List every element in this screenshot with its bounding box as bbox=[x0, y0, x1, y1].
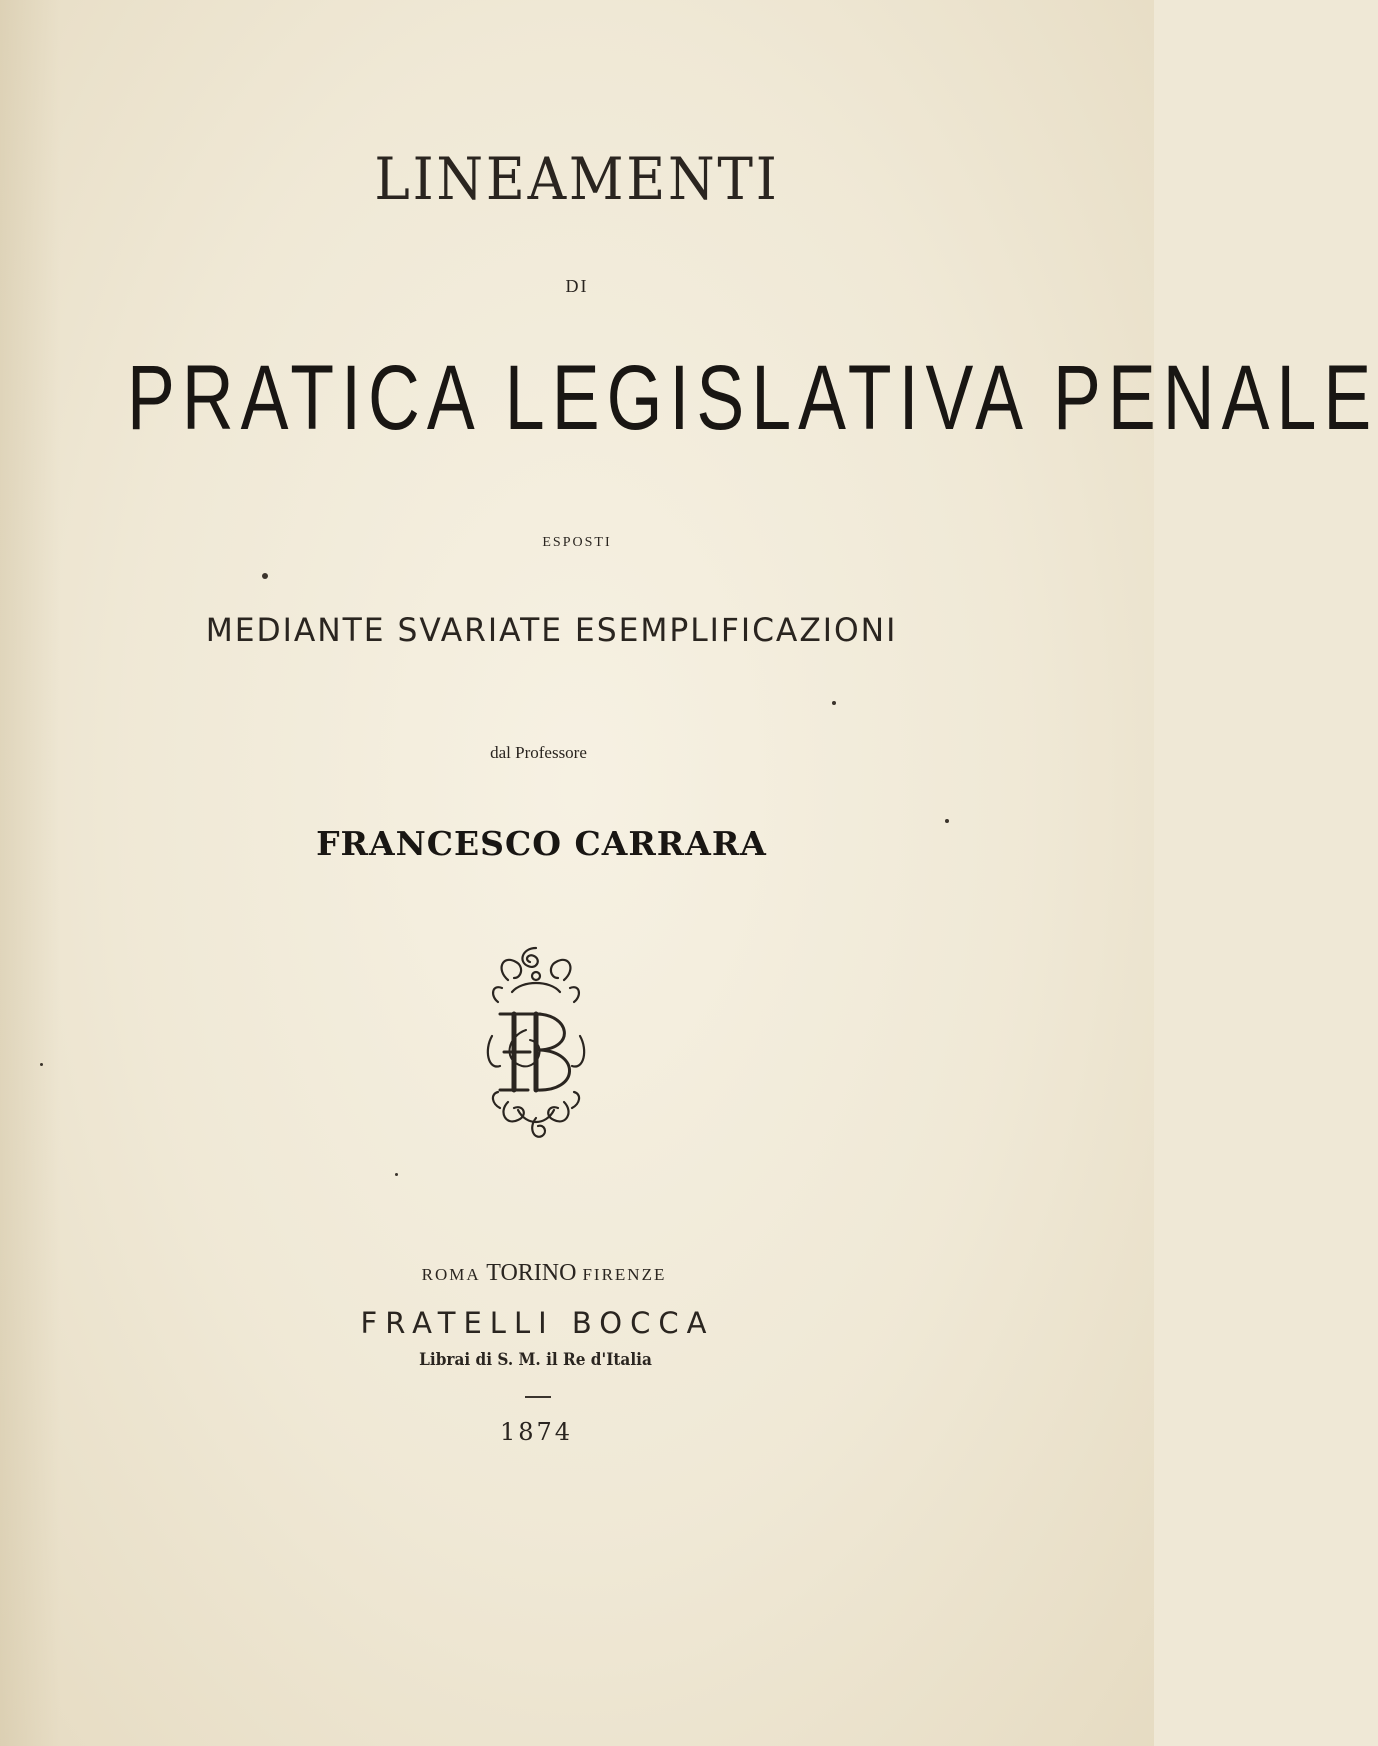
paper-speck bbox=[395, 1173, 398, 1176]
paper-speck bbox=[832, 701, 836, 705]
subtitle-esposti: ESPOSTI bbox=[542, 535, 612, 550]
city-firenze: FIRENZE bbox=[582, 1265, 667, 1284]
page-edge-shading bbox=[0, 0, 60, 1746]
author-prefix: dal Professore bbox=[490, 743, 587, 762]
paper-speck bbox=[262, 573, 268, 579]
publisher-name: FRATELLI BOCCA bbox=[360, 1306, 715, 1340]
city-torino: TORINO bbox=[486, 1260, 577, 1286]
publisher-note: Librai di S. M. il Re d'Italia bbox=[419, 1350, 652, 1370]
city-roma: ROMA bbox=[421, 1265, 481, 1284]
publisher-monogram-fb-icon bbox=[478, 940, 594, 1146]
paper-speck bbox=[945, 819, 949, 823]
title-connector-di: DI bbox=[565, 276, 589, 296]
title-line-pratica: PRATICA LEGISLATIVA PENALE bbox=[126, 347, 1378, 449]
divider-rule bbox=[525, 1396, 551, 1398]
paper-speck bbox=[40, 1063, 43, 1066]
publication-year: 1874 bbox=[499, 1418, 574, 1446]
publisher-cities bbox=[0, 1261, 1088, 1285]
title-line-lineamenti: LINEAMENTI bbox=[374, 145, 780, 213]
subtitle-mediante: MEDIANTE SVARIATE ESEMPLIFICAZIONI bbox=[205, 611, 898, 649]
author-name: FRANCESCO CARRARA bbox=[316, 824, 767, 863]
